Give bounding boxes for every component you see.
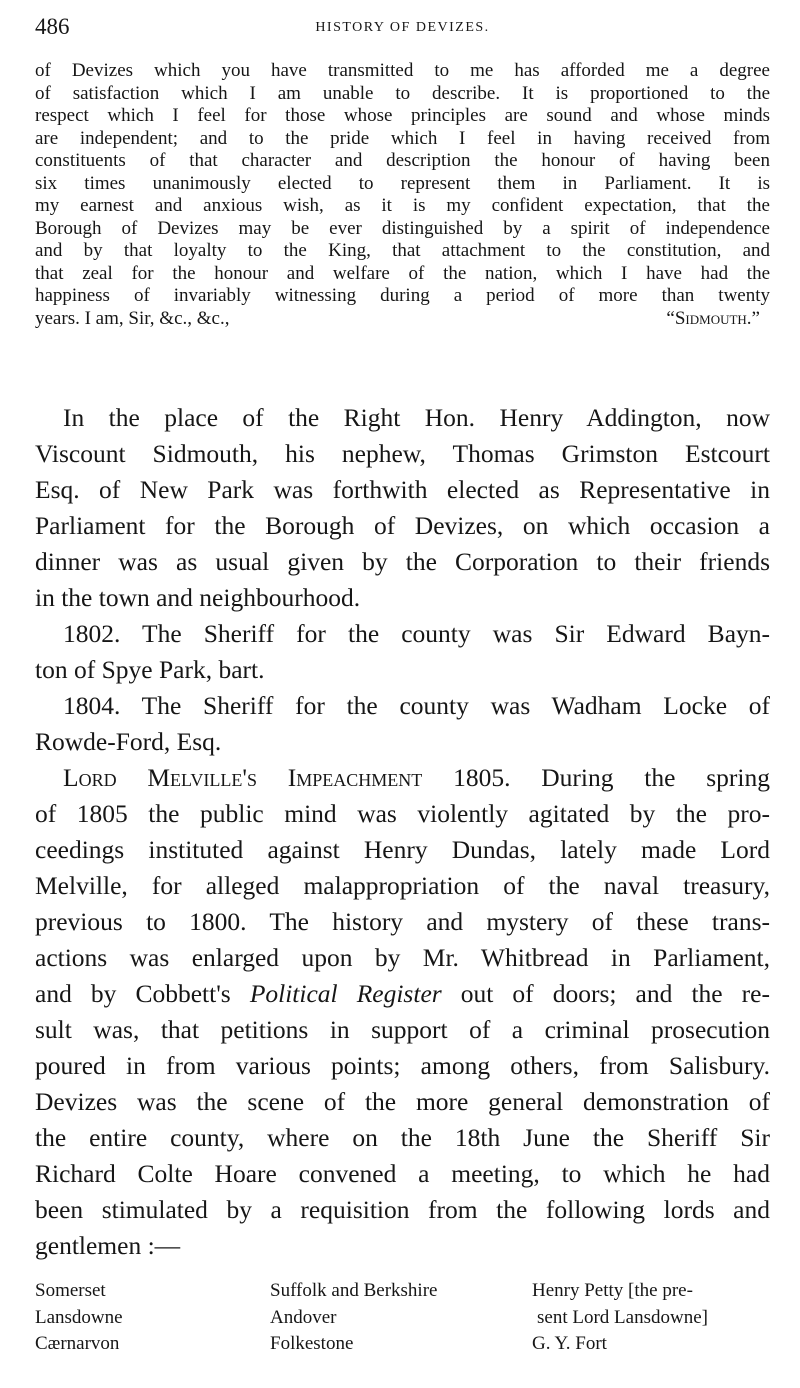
signatory-list: [35, 1278, 770, 1358]
letter-signature: “Sidmouth.”: [666, 307, 760, 329]
signatory-row: [35, 1305, 770, 1332]
text-line: [35, 760, 770, 796]
running-title: HISTORY OF DEVIZES.: [315, 20, 490, 35]
letter-line: respect which I feel for those whose principles are sound and whose minds: [35, 105, 770, 126]
paragraph: [35, 616, 770, 688]
signatory-row: [35, 1278, 770, 1305]
signatory-row: [35, 1331, 770, 1358]
letter-line: six times unanimously elected to represent them in Parliament. It is: [35, 172, 770, 194]
letter-closing: years. I am, Sir, &c., &c.,: [35, 307, 230, 329]
text-line: gentlemen :—: [35, 1231, 181, 1260]
signatory-name: Folkestone: [270, 1333, 354, 1354]
letter-line: my earnest and anxious wish, as it is my confident expectation, that the: [35, 195, 770, 216]
signatory-name: Lansdowne: [35, 1306, 123, 1328]
page-header: [35, 14, 770, 44]
text-line: dinner was as usual given by the Corporation to their friends: [35, 547, 770, 576]
signatory-name: sent Lord Lansdowne]: [537, 1306, 708, 1328]
letter-line: Borough of Devizes may be ever distinguished by a spirit of independence: [35, 217, 770, 239]
signatory-name: Henry Petty [the pre-: [532, 1280, 693, 1301]
signatory-name: G. Y. Fort: [532, 1333, 607, 1354]
text-line: Parliament for the Borough of Devizes, on which occasion a: [35, 511, 770, 540]
text-line: been stimulated by a requisition from the following lords and: [35, 1195, 770, 1224]
quoted-letter: [35, 60, 770, 330]
text-line: Rowde-Ford, Esq.: [35, 727, 222, 756]
paragraph: [35, 400, 770, 616]
text-segment: 1805. During the spring: [422, 763, 770, 792]
paragraph: [35, 688, 770, 760]
letter-line: of Devizes which you have transmitted to me has afforded me a degree: [35, 60, 770, 81]
letter-line: happiness of invariably witnessing during a period of more than twenty: [35, 285, 770, 306]
letter-line: constituents of that character and description the honour of having been: [35, 150, 770, 171]
letter-closing-line: [35, 308, 770, 331]
text-line: In the place of the Right Hon. Henry Addington, now: [63, 403, 770, 432]
letter-line: that zeal for the honour and welfare of the nation, which I have had the: [35, 262, 770, 284]
text-line: poured in from various points; among others, from Salisbury.: [35, 1051, 770, 1080]
text-line: 1802. The Sheriff for the county was Sir Edward Bayn-: [63, 619, 770, 648]
text-line: ceedings instituted against Henry Dundas, lately made Lord: [35, 835, 770, 864]
text-segment: out of doors; and the re-: [441, 979, 770, 1008]
italic-title: Political Register: [249, 979, 442, 1008]
letter-line: are independent; and to the pride which I feel in having received from: [35, 127, 770, 149]
text-line: Devizes was the scene of the more general demonstration of: [35, 1087, 770, 1116]
text-line: in the town and neighbourhood.: [35, 583, 361, 612]
text-line: [35, 976, 770, 1012]
text-line: Richard Colte Hoare convened a meeting, to which he had: [35, 1159, 770, 1188]
text-line: ton of Spye Park, bart.: [35, 655, 265, 684]
signatory-name: Somerset: [35, 1280, 106, 1301]
text-line: of 1805 the public mind was violently agitated by the pro-: [35, 799, 770, 828]
text-line: Melville, for alleged malappropriation of the naval treasury,: [35, 871, 770, 900]
text-line: Viscount Sidmouth, his nephew, Thomas Grimston Estcourt: [35, 439, 770, 468]
letter-line: and by that loyalty to the King, that attachment to the constitution, and: [35, 240, 770, 261]
letter-line: of satisfaction which I am unable to describe. It is proportioned to the: [35, 82, 770, 104]
text-segment: and by Cobbett's: [35, 979, 250, 1008]
body-text: [35, 400, 770, 1264]
signatory-name: Suffolk and Berkshire: [270, 1280, 438, 1301]
signatory-name: Cærnarvon: [35, 1333, 120, 1354]
paragraph: [35, 760, 770, 1264]
text-line: actions was enlarged upon by Mr. Whitbread in Parliament,: [35, 943, 770, 972]
section-heading: Lord Melville's Impeachment: [63, 763, 423, 792]
text-line: the entire county, where on the 18th June the Sheriff Sir: [35, 1123, 770, 1152]
text-line: sult was, that petitions in support of a criminal prosecution: [35, 1015, 770, 1044]
signatory-name: Andover: [270, 1306, 337, 1328]
text-line: previous to 1800. The history and mystery of these trans-: [35, 907, 770, 936]
text-line: Esq. of New Park was forthwith elected as Representative in: [35, 475, 770, 504]
page-number: 486: [35, 14, 70, 39]
text-line: 1804. The Sheriff for the county was Wadham Locke of: [63, 691, 770, 720]
